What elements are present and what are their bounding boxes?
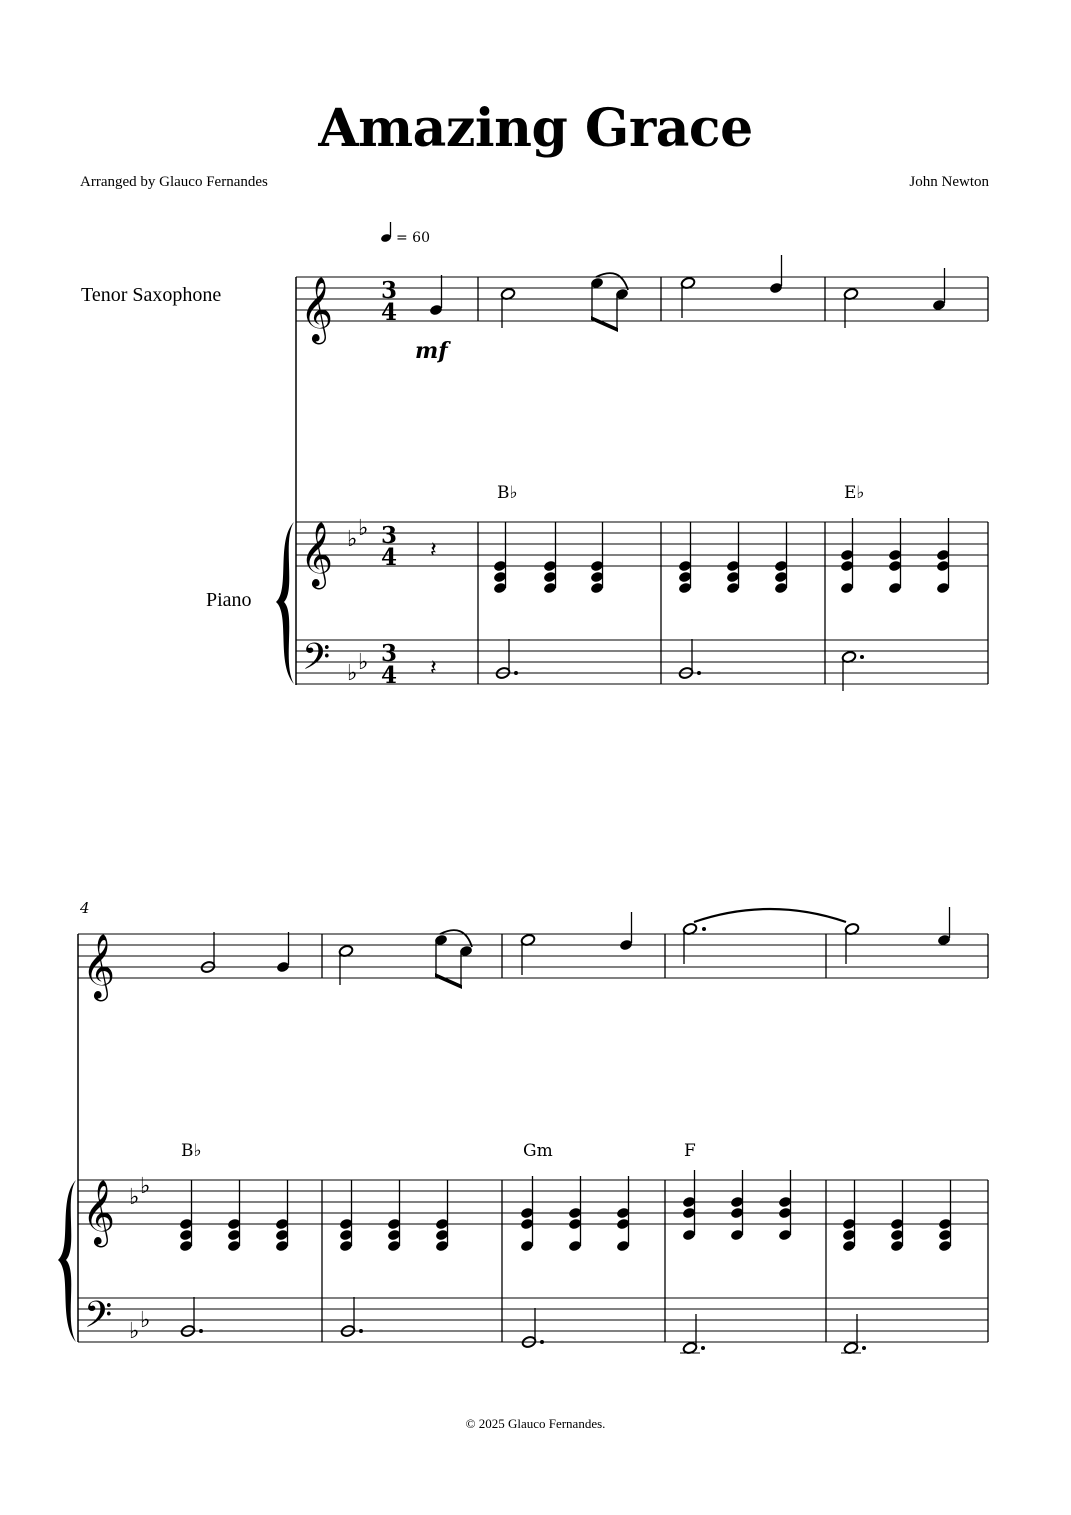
- bass-clef-icon: 𝄢: [84, 1294, 113, 1345]
- chord-symbol: E♭: [844, 483, 865, 503]
- piano-brace-icon: [276, 522, 294, 684]
- piano-chord: [730, 1170, 744, 1241]
- sax-note: [429, 275, 443, 316]
- instrument-label-piano: Piano: [206, 589, 252, 611]
- arranger-credit: Arranged by Glauco Fernandes: [80, 174, 268, 190]
- time-signature-top: 3: [381, 277, 398, 304]
- quarter-rest-icon: 𝄽: [430, 656, 437, 681]
- treble-clef-icon: 𝄞: [300, 522, 334, 587]
- sax-note: [590, 273, 629, 332]
- piano-bass-note: [841, 650, 864, 691]
- copyright-notice: © 2025 Glauco Fernandes.: [465, 1416, 606, 1431]
- piano-chord: [840, 518, 854, 594]
- system-1: [276, 222, 988, 691]
- tempo-marking: [380, 222, 430, 246]
- piano-chord: [568, 1176, 582, 1252]
- sax-note: [520, 933, 535, 975]
- sax-note: [932, 268, 946, 311]
- chord-symbol: F: [684, 1141, 696, 1161]
- chord-symbol: B♭: [497, 483, 518, 503]
- flat-icon: ♭: [347, 661, 358, 686]
- sax-note: [937, 907, 951, 946]
- bass-clef-icon: 𝄢: [302, 636, 331, 687]
- piano-chord: [616, 1176, 630, 1252]
- piano-chord: [888, 518, 902, 594]
- sax-note: [843, 922, 861, 964]
- time-signature-bottom: 4: [381, 662, 398, 689]
- sax-note: [500, 287, 515, 328]
- sax-note: [619, 912, 633, 951]
- sax-note: [434, 930, 473, 989]
- flat-icon: ♭: [347, 527, 358, 552]
- sax-staff-lines: [296, 277, 988, 321]
- instrument-label-saxophone: Tenor Saxophone: [81, 284, 222, 306]
- sax-note: [769, 255, 783, 294]
- chord-symbol: Gm: [523, 1141, 553, 1161]
- piano-bass-staff-lines: [78, 1298, 988, 1342]
- sax-note: [843, 287, 858, 328]
- piano-brace-icon: [58, 1180, 76, 1342]
- chord-symbol: B♭: [181, 1141, 202, 1161]
- flat-icon: ♭: [140, 1174, 151, 1199]
- quarter-rest-icon: 𝄽: [430, 538, 437, 563]
- time-signature-top: 3: [381, 522, 398, 549]
- piano-chord: [778, 1170, 792, 1241]
- sax-note: [680, 276, 695, 318]
- flat-icon: ♭: [129, 1319, 140, 1344]
- treble-clef-icon: 𝄞: [300, 277, 334, 342]
- sax-note: [338, 944, 353, 985]
- composer-credit: John Newton: [909, 174, 989, 190]
- piano-treble-staff-lines: [296, 522, 988, 566]
- system-2: [58, 899, 988, 1355]
- flat-icon: ♭: [358, 516, 369, 541]
- piano-chord: [520, 1176, 534, 1252]
- piano-bass-staff-lines: [296, 640, 988, 684]
- measure-number: 4: [80, 899, 90, 917]
- time-signature-bottom: 4: [381, 544, 398, 571]
- treble-clef-icon: 𝄞: [82, 1180, 116, 1245]
- flat-icon: ♭: [358, 650, 369, 675]
- flat-icon: ♭: [129, 1185, 140, 1210]
- tempo-value: = 60: [396, 230, 430, 246]
- time-signature-bottom: 4: [381, 299, 398, 326]
- flat-icon: ♭: [140, 1308, 151, 1333]
- dynamic-marking: mf: [415, 338, 448, 364]
- time-signature-top: 3: [381, 640, 398, 667]
- piano-chord: [936, 518, 950, 594]
- treble-clef-icon: 𝄞: [82, 934, 116, 999]
- score-title: Amazing Grace: [318, 98, 753, 159]
- piano-chord: [682, 1170, 696, 1241]
- sax-note: [276, 932, 290, 973]
